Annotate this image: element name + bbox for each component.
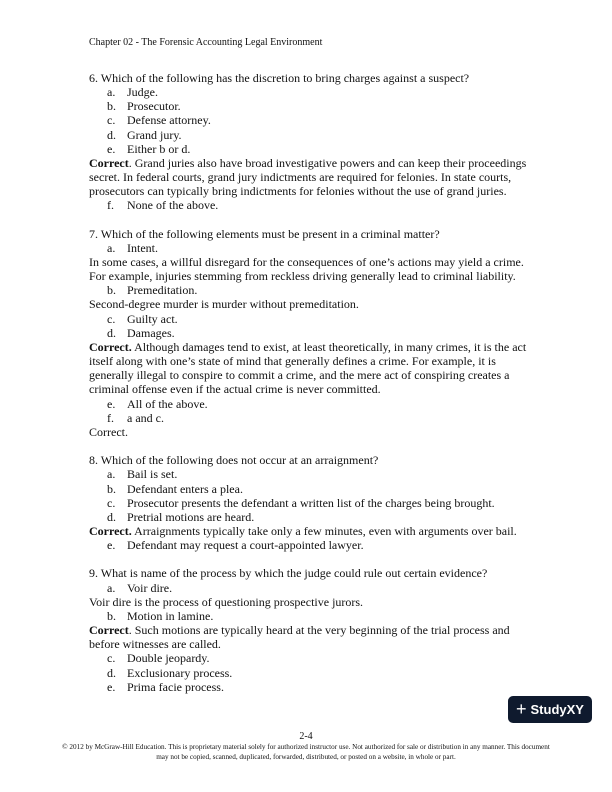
option-letter: d.: [107, 325, 116, 340]
option-text: Defense attorney.: [127, 113, 211, 128]
question-block: [89, 71, 529, 213]
answer-option: [89, 326, 529, 340]
option-text: Pretrial motions are heard.: [127, 509, 255, 524]
option-letter: d.: [107, 127, 116, 142]
option-letter: e.: [107, 396, 116, 411]
correct-label: Correct.: [89, 523, 132, 538]
question-block: [89, 453, 529, 552]
answer-option: [89, 128, 529, 142]
option-text: Either b or d.: [127, 141, 191, 156]
option-letter: e.: [107, 538, 116, 553]
spacer: [89, 439, 529, 453]
explanation-text: . Such motions are typically heard at the very beginning of the trial process and before witnesses are called.: [89, 623, 510, 652]
page-footer: [60, 731, 552, 762]
option-letter: a.: [107, 240, 116, 255]
correct-label: Correct: [89, 155, 129, 170]
option-text: Prosecutor presents the defendant a written list of the charges being brought.: [127, 495, 495, 510]
answer-explanation: [89, 623, 529, 651]
option-text: Damages.: [127, 325, 175, 340]
option-text: Intent.: [127, 240, 158, 255]
question-block: [89, 227, 529, 439]
option-text: a and c.: [127, 410, 164, 425]
answer-option: [89, 198, 529, 212]
option-letter: b.: [107, 481, 116, 496]
question-block: [89, 566, 529, 693]
option-text: Judge.: [127, 85, 158, 100]
option-letter: a.: [107, 85, 116, 100]
answer-explanation: [89, 156, 529, 198]
answer-option: [89, 496, 529, 510]
note-text: In some cases, a willful disregard for the consequences of one’s actions may yield a crime. For example, injuries stemming from reckless driving generally lead to criminal liability.: [89, 255, 524, 284]
spacer: [89, 552, 529, 566]
option-text: Premeditation.: [127, 283, 198, 298]
option-letter: b.: [107, 608, 116, 623]
option-text: Exclusionary process.: [127, 665, 233, 680]
option-letter: c.: [107, 495, 116, 510]
explanation-text: Arraignments typically take only a few minutes, even with arguments over bail.: [131, 523, 517, 538]
document-body: [89, 71, 529, 694]
option-text: Voir dire.: [127, 580, 173, 595]
answer-option: [89, 482, 529, 496]
option-text: Bail is set.: [127, 467, 178, 482]
answer-option: [89, 609, 529, 623]
answer-option: [89, 467, 529, 481]
answer-option: [89, 397, 529, 411]
answer-option: [89, 510, 529, 524]
answer-option: [89, 312, 529, 326]
note-text: Voir dire is the process of questioning prospective jurors.: [89, 594, 364, 609]
explanation-text: . Grand juries also have broad investigative powers and can keep their proceedings secret. In federal courts, grand jury indictments are required for felonies. In state courts, prosecutors can typically bring indictments for felonies without the use of grand juries.: [89, 155, 527, 199]
option-letter: e.: [107, 679, 116, 694]
correct-label: Correct: [89, 623, 129, 638]
answer-option: [89, 99, 529, 113]
correct-label: Correct.: [89, 339, 132, 354]
copyright-notice: © 2012 by McGraw-Hill Education. This is proprietary material solely for authorized instructor use. Not authorized for sale or distribution in any manner. This document may not be copied, scanned, duplicated, forwarded, distributed, or posted on a website, in whole or part.: [62, 743, 550, 761]
answer-explanation: [89, 340, 529, 397]
answer-option: [89, 666, 529, 680]
option-text: Guilty act.: [127, 311, 178, 326]
option-text: Motion in lamine.: [127, 608, 214, 623]
plus-icon: +: [516, 699, 527, 719]
option-text: Prima facie process.: [127, 679, 224, 694]
option-letter: c.: [107, 311, 116, 326]
note-text: Second-degree murder is murder without premeditation.: [89, 297, 359, 312]
answer-option: [89, 85, 529, 99]
explanation-text: Although damages tend to exist, at least theoretically, in many crimes, it is the act itself along with one’s state of mind that generally defines a crime. For example, it is generally illegal to conspire to commit a crime, and the mere act of conspiring creates a criminal offense even if the actual crime is never committed.: [89, 339, 527, 397]
option-letter: a.: [107, 467, 116, 482]
page-header: Chapter 02 - The Forensic Accounting Legal Environment: [89, 37, 323, 48]
page-number: 2-4: [299, 731, 313, 742]
option-letter: d.: [107, 509, 116, 524]
option-letter: c.: [107, 113, 116, 128]
answer-option: [89, 142, 529, 156]
option-letter: b.: [107, 99, 116, 114]
option-letter: c.: [107, 651, 116, 666]
answer-option: [89, 411, 529, 425]
answer-option: [89, 651, 529, 665]
answer-explanation: [89, 524, 529, 538]
note-text: Correct.: [89, 424, 128, 439]
option-text: None of the above.: [127, 198, 219, 213]
option-text: Defendant may request a court-appointed lawyer.: [127, 538, 364, 553]
answer-option: [89, 538, 529, 552]
option-text: Defendant enters a plea.: [127, 481, 243, 496]
option-letter: a.: [107, 580, 116, 595]
option-letter: d.: [107, 665, 116, 680]
answer-option: [89, 283, 529, 297]
spacer: [89, 213, 529, 227]
option-text: Grand jury.: [127, 127, 182, 142]
option-letter: f.: [107, 410, 114, 425]
answer-option: [89, 680, 529, 694]
option-letter: f.: [107, 198, 114, 213]
answer-option: [89, 241, 529, 255]
question-text: 9. What is name of the process by which the judge could rule out certain evidence?: [89, 566, 488, 581]
answer-option: [89, 113, 529, 127]
option-text: Double jeopardy.: [127, 651, 210, 666]
question-text: 8. Which of the following does not occur at an arraignment?: [89, 453, 379, 468]
option-text: Prosecutor.: [127, 99, 181, 114]
logo-text: StudyXY: [530, 702, 584, 717]
question-text: 6. Which of the following has the discretion to bring charges against a suspect?: [89, 71, 470, 85]
option-letter: b.: [107, 283, 116, 298]
studyxy-logo[interactable]: [508, 696, 592, 723]
option-text: All of the above.: [127, 396, 208, 411]
answer-option: [89, 581, 529, 595]
option-letter: e.: [107, 141, 116, 156]
question-text: 7. Which of the following elements must be present in a criminal matter?: [89, 226, 440, 241]
